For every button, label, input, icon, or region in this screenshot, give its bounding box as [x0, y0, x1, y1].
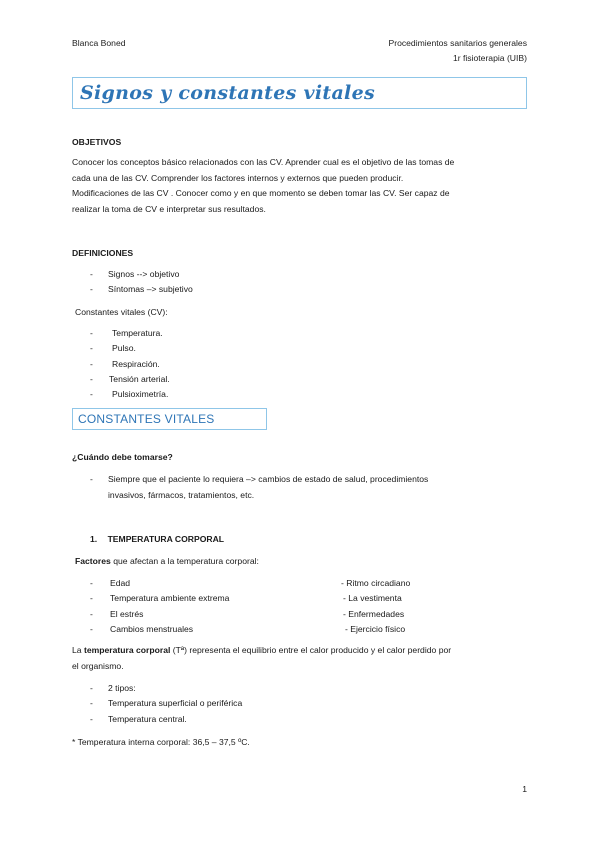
list-item: - La vestimenta	[343, 593, 402, 604]
list-item: - Pulsioximetría.	[90, 389, 169, 400]
list-item: - Ejercicio físico	[345, 623, 406, 634]
list-item: - Enfermedades	[343, 608, 405, 619]
objetivos-line: realizar la toma de CV e interpretar sus resultados.	[72, 203, 266, 214]
definiciones-heading: DEFINICIONES	[72, 248, 134, 258]
factores-rest: que afectan a la temperatura corporal:	[110, 556, 259, 566]
list-item: - Temperatura superficial o periférica	[90, 698, 243, 709]
list-item: - Tensión arterial.	[90, 373, 170, 384]
definiciones-list	[90, 267, 390, 298]
header-author: Blanca Boned	[72, 38, 126, 48]
question-heading: ¿Cuándo debe tomarse?	[72, 452, 173, 462]
page-title: Signos y constantes vitales	[80, 82, 375, 104]
list-item: - Cambios menstruales	[90, 623, 194, 634]
temperatura-number: 1.	[90, 534, 98, 544]
section-box	[72, 408, 267, 430]
factores-bold: Factores	[75, 556, 111, 566]
list-item: - Signos --> objetivo	[90, 269, 180, 279]
objetivos-line: Conocer los conceptos básico relacionados con las CV. Aprender cual es el objetivo de las tomas de	[72, 157, 455, 167]
list-item: - Pulso.	[90, 343, 136, 354]
list-item: - Ritmo circadiano	[341, 578, 411, 588]
list-item: - Respiración.	[90, 358, 160, 369]
objetivos-line: Modificaciones de las CV . Conocer como y en que momento se deben tomar las CV. Ser capaz de	[72, 188, 450, 198]
title-box	[72, 77, 527, 109]
section-title: CONSTANTES VITALES	[78, 412, 215, 426]
cv-list	[90, 326, 390, 402]
objetivos-heading: OBJETIVOS	[72, 137, 122, 147]
header-course: Procedimientos sanitarios generales	[388, 38, 527, 48]
list-item: - Temperatura central.	[90, 713, 187, 724]
temperatura-title: TEMPERATURA CORPORAL	[107, 534, 225, 544]
answer-block	[90, 472, 530, 503]
factores-right-list	[341, 576, 491, 637]
page-number: 1	[522, 784, 527, 794]
list-item: - El estrés	[90, 608, 144, 619]
temperatura-heading	[90, 534, 224, 544]
list-item: - Síntomas –> subjetivo	[90, 284, 193, 295]
list-item: - 2 tipos:	[90, 683, 136, 693]
list-item: - Temperatura ambiente extrema	[90, 593, 230, 604]
list-item: - Temperatura.	[90, 328, 163, 338]
factores-left-list	[90, 576, 340, 637]
tipos-list	[90, 681, 390, 727]
temperatura-note: * Temperatura interna corporal: 36,5 – 37,5 ºC.	[72, 737, 250, 747]
temperatura-definition: La temperatura corporal (Tª) representa el equilibrio entre el calor producido y el calor perdido por el organismo.	[72, 645, 452, 671]
objetivos-line: cada una de las CV. Comprender los factores internos y externos que pueden producir.	[72, 172, 404, 183]
factores-line	[75, 556, 259, 566]
list-item: - Siempre que el paciente lo requiera –> cambios de estado de salud, procedimientos invasivos, fármacos, tratamientos, etc.	[90, 474, 429, 500]
cv-label: Constantes vitales (CV):	[75, 307, 168, 317]
objetivos-text	[72, 155, 532, 217]
header-subject: 1r fisioterapia (UIB)	[452, 53, 527, 63]
list-item: - Edad	[90, 578, 131, 588]
